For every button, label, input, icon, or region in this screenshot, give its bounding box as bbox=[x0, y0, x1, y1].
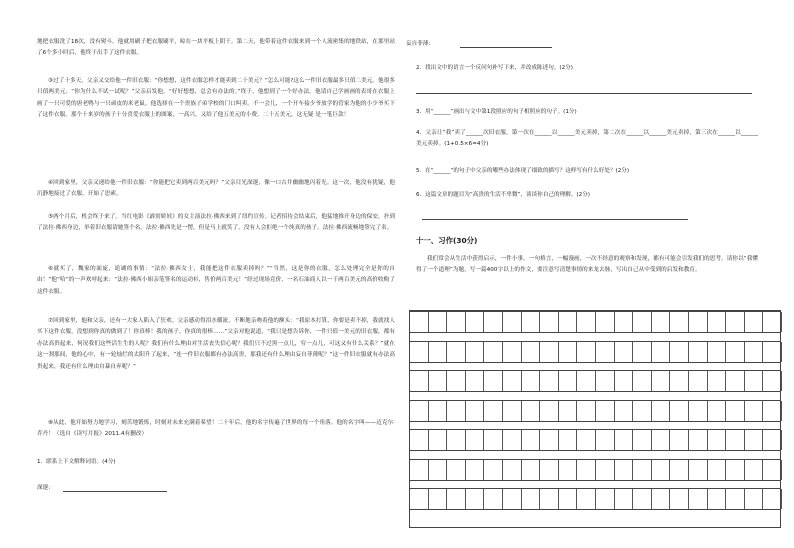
grid-cell[interactable] bbox=[466, 460, 485, 480]
grid-cell[interactable] bbox=[726, 312, 745, 332]
grid-cell[interactable] bbox=[652, 460, 671, 480]
answer-line-q2[interactable] bbox=[416, 93, 752, 94]
grid-cell[interactable] bbox=[633, 371, 652, 391]
grid-cell[interactable] bbox=[652, 312, 671, 332]
grid-cell[interactable] bbox=[540, 401, 559, 421]
grid-cell[interactable] bbox=[708, 460, 727, 480]
grid-cell[interactable] bbox=[708, 489, 727, 509]
grid-cell[interactable] bbox=[615, 312, 634, 332]
question-2: 2．找出文中的语言一个反问句补写下来，并改成陈述句。(2分) bbox=[416, 65, 573, 71]
grid-cell[interactable] bbox=[670, 430, 689, 450]
grid-cell[interactable] bbox=[726, 371, 745, 391]
grid-cell[interactable] bbox=[410, 312, 429, 332]
grid-cell[interactable] bbox=[522, 489, 541, 509]
grid-cell[interactable] bbox=[410, 489, 429, 509]
grid-cell[interactable] bbox=[633, 430, 652, 450]
passage-paragraph-2: ③过了十多天，父亲又交给他一件旧衣服：“你想想，这件衣服怎样才能卖到二十美元？”怎么可能?这么一件旧衣服最多只值二美元。他很多只值两美元。“你为什么不试一试呢？”父亲启发他。“好好想想，总会有办法的。”终于，他想到了一个好办法。他请自己学画画的表哥在衣服上画了一只可爱的唐老鸭与一只顽皮的米老鼠。他选择在一个贵族子弟学校的门口叫卖。不一会儿，一个开车接少爷放学的管家为他的小少爷买下了这件衣服。那个十来岁的孩子十分喜爱衣服上的图案，一高兴，又给了他五美元的小费。二十五美元，这无疑 是一笔巨款！ bbox=[37, 78, 395, 119]
passage-paragraph-7: ⑧从此，他开始努力地学习，刻苦地锻炼，时刻对未来充满着希望！二十年后，他的名字传遍了世界的每一个角落。他的名字叫——迈克尔·乔丹！（选自《读写月报》2011.4有删改） bbox=[37, 420, 395, 438]
grid-cell[interactable] bbox=[745, 460, 764, 480]
grid-cell[interactable] bbox=[763, 371, 782, 391]
question-6: 6．这篇文章的题目为“高贵的生活不卑微”，谈谈你自己的理解。(2分) bbox=[416, 192, 590, 198]
grid-cell[interactable] bbox=[466, 489, 485, 509]
grid-cell[interactable] bbox=[652, 371, 671, 391]
grid-row bbox=[410, 488, 780, 510]
grid-row bbox=[410, 400, 780, 422]
grid-cell[interactable] bbox=[522, 312, 541, 332]
grid-cell[interactable] bbox=[745, 430, 764, 450]
grid-cell[interactable] bbox=[429, 489, 448, 509]
grid-cell[interactable] bbox=[596, 371, 615, 391]
grid-cell[interactable] bbox=[745, 489, 764, 509]
grid-cell[interactable] bbox=[540, 489, 559, 509]
grid-cell[interactable] bbox=[652, 401, 671, 421]
grid-cell[interactable] bbox=[540, 371, 559, 391]
grid-cell[interactable] bbox=[726, 342, 745, 362]
grid-cell[interactable] bbox=[615, 460, 634, 480]
grid-cell[interactable] bbox=[615, 430, 634, 450]
grid-cell[interactable] bbox=[689, 401, 708, 421]
grid-cell[interactable] bbox=[484, 430, 503, 450]
grid-cell[interactable] bbox=[447, 371, 466, 391]
grid-cell[interactable] bbox=[615, 342, 634, 362]
grid-cell[interactable] bbox=[503, 401, 522, 421]
grid-cell[interactable] bbox=[559, 312, 578, 332]
grid-cell[interactable] bbox=[410, 342, 429, 362]
grid-cell[interactable] bbox=[522, 401, 541, 421]
grid-cell[interactable] bbox=[447, 401, 466, 421]
grid-cell[interactable] bbox=[670, 401, 689, 421]
grid-cell[interactable] bbox=[596, 342, 615, 362]
answer-line-term-2[interactable] bbox=[460, 47, 552, 48]
passage-paragraph-4: ⑤两个月后，机会终于来了。当红电影《霹雳娇娃》的女主演法拉·佛西来到了纽约宣传。记者招待会结束后，他猛地推开身边的保安，扑到了法拉·佛西身边，举着旧衣服请她签个名。法拉·佛西先是一愣，但是马上就笑了。没有人会拒绝一个纯真的孩子。法拉·佛西流畅地签完了名。 bbox=[37, 214, 395, 232]
grid-cell[interactable] bbox=[615, 371, 634, 391]
grid-cell[interactable] bbox=[484, 401, 503, 421]
passage-paragraph-3: ④回到家里，父亲又递给他一件旧衣服：“你能把它卖到两百美元吗？”父亲目光深邃，像一口古井幽幽地闪着光。这一次，他没有犹疑，他沉静地接过了衣服，开始了思索。 bbox=[37, 180, 395, 198]
grid-cell[interactable] bbox=[577, 489, 596, 509]
grid-cell[interactable] bbox=[577, 371, 596, 391]
grid-cell[interactable] bbox=[633, 342, 652, 362]
grid-cell[interactable] bbox=[503, 489, 522, 509]
grid-cell[interactable] bbox=[540, 460, 559, 480]
passage-paragraph-6: ⑦回到家里，他和父亲，还有一大家人陷入了狂欢。父亲感动得泪水横流，不断地亲吻着他的额头：“我原本打算，你要是卖不掉，我就找人买下这件衣服，没想到你真的做到了！你真棒！我的孩子，你真的很棒……”父亲对他说道，“我只是想告诉你，一件只值一美元的旧衣服，都有办法高贵起来，何况我们这些活生生的人呢？我们有什么理由对生活丧失信心呢？我们只不过黑一点儿，穷一点儿，可这又有什么关系？”就在这一刹那间，他的心中，有一轮灿烂的太阳升了起来，“连一件旧衣服都有办法高贵，那我还有什么理由妄自菲薄呢？”这一件旧衣服就有办法高贵起来，我还有什么理由自暴自弃呢？” bbox=[37, 318, 395, 370]
grid-cell[interactable] bbox=[689, 371, 708, 391]
grid-cell[interactable] bbox=[540, 342, 559, 362]
grid-cell[interactable] bbox=[708, 371, 727, 391]
grid-cell[interactable] bbox=[559, 401, 578, 421]
grid-cell[interactable] bbox=[708, 430, 727, 450]
grid-cell[interactable] bbox=[577, 460, 596, 480]
question-1-label: 深邃： bbox=[37, 485, 54, 491]
grid-cell[interactable] bbox=[429, 430, 448, 450]
grid-cell[interactable] bbox=[726, 489, 745, 509]
grid-cell[interactable] bbox=[745, 342, 764, 362]
grid-cell[interactable] bbox=[429, 401, 448, 421]
grid-cell[interactable] bbox=[596, 401, 615, 421]
grid-cell[interactable] bbox=[615, 489, 634, 509]
grid-cell[interactable] bbox=[559, 342, 578, 362]
grid-cell[interactable] bbox=[503, 342, 522, 362]
grid-cell[interactable] bbox=[763, 460, 782, 480]
grid-cell[interactable] bbox=[410, 371, 429, 391]
grid-cell[interactable] bbox=[708, 401, 727, 421]
grid-cell[interactable] bbox=[726, 430, 745, 450]
section-title-writing: 十一、习作(30分) bbox=[416, 236, 478, 245]
grid-row bbox=[410, 429, 780, 451]
grid-cell[interactable] bbox=[559, 371, 578, 391]
grid-cell[interactable] bbox=[670, 371, 689, 391]
writing-grid[interactable] bbox=[409, 310, 781, 528]
grid-cell[interactable] bbox=[466, 430, 485, 450]
grid-cell[interactable] bbox=[447, 342, 466, 362]
grid-cell[interactable] bbox=[763, 312, 782, 332]
grid-cell[interactable] bbox=[708, 342, 727, 362]
grid-cell[interactable] bbox=[745, 401, 764, 421]
grid-row bbox=[410, 370, 780, 392]
question-4: 4．父亲让“我”卖了______次旧衣服，第一次在______以______美元卖掉，第二次在______以______美元卖掉，第三次在______以______美元卖掉。(1+0.5×6=4分) bbox=[416, 130, 758, 148]
grid-cell[interactable] bbox=[466, 401, 485, 421]
grid-cell[interactable] bbox=[670, 342, 689, 362]
question-1-term-2: 妄自菲薄： bbox=[406, 41, 434, 47]
passage-paragraph-1: 地把衣服洗了18次，没有熨斗，他就用刷子把衣服刷平，晾在一块平板上阴干。第二天，他带着这件衣服来到一个人流密集的地铁站，在那里站了6个多小时后，他终于出手了这件衣服。 bbox=[37, 39, 395, 57]
grid-cell[interactable] bbox=[708, 312, 727, 332]
grid-cell[interactable] bbox=[540, 312, 559, 332]
grid-cell[interactable] bbox=[429, 342, 448, 362]
grid-cell[interactable] bbox=[503, 312, 522, 332]
grid-cell[interactable] bbox=[484, 489, 503, 509]
grid-cell[interactable] bbox=[559, 460, 578, 480]
grid-cell[interactable] bbox=[726, 460, 745, 480]
grid-cell[interactable] bbox=[596, 460, 615, 480]
grid-cell[interactable] bbox=[429, 460, 448, 480]
grid-cell[interactable] bbox=[577, 430, 596, 450]
grid-cell[interactable] bbox=[484, 312, 503, 332]
grid-cell[interactable] bbox=[670, 312, 689, 332]
grid-cell[interactable] bbox=[763, 489, 782, 509]
grid-cell[interactable] bbox=[745, 371, 764, 391]
grid-cell[interactable] bbox=[447, 489, 466, 509]
grid-cell[interactable] bbox=[410, 401, 429, 421]
grid-cell[interactable] bbox=[689, 342, 708, 362]
answer-line-q6[interactable] bbox=[422, 219, 688, 220]
grid-cell[interactable] bbox=[670, 489, 689, 509]
grid-cell[interactable] bbox=[652, 342, 671, 362]
grid-cell[interactable] bbox=[410, 460, 429, 480]
grid-cell[interactable] bbox=[633, 401, 652, 421]
grid-cell[interactable] bbox=[522, 371, 541, 391]
grid-cell[interactable] bbox=[633, 489, 652, 509]
grid-cell[interactable] bbox=[522, 460, 541, 480]
grid-cell[interactable] bbox=[466, 312, 485, 332]
grid-cell[interactable] bbox=[484, 460, 503, 480]
grid-cell[interactable] bbox=[577, 312, 596, 332]
grid-row bbox=[410, 311, 780, 333]
grid-cell[interactable] bbox=[745, 312, 764, 332]
grid-cell[interactable] bbox=[447, 430, 466, 450]
grid-cell[interactable] bbox=[763, 430, 782, 450]
question-3: 3．用“______”画出与文中第1段照应的句子相照应的句子。(1分) bbox=[416, 109, 577, 115]
grid-row bbox=[410, 341, 780, 363]
grid-cell[interactable] bbox=[689, 430, 708, 450]
grid-cell[interactable] bbox=[689, 460, 708, 480]
grid-cell[interactable] bbox=[484, 342, 503, 362]
question-1: 1．联系上下文解释词语。(4分) bbox=[37, 459, 116, 465]
grid-row bbox=[410, 459, 780, 481]
grid-cell[interactable] bbox=[559, 489, 578, 509]
grid-cell[interactable] bbox=[559, 430, 578, 450]
grid-cell[interactable] bbox=[410, 430, 429, 450]
question-5: 5．在“______”的句子中父亲的哪些办法体现了细致的描写？这样写有什么好处？(2分) bbox=[416, 168, 630, 174]
grid-cell[interactable] bbox=[615, 401, 634, 421]
grid-cell[interactable] bbox=[689, 489, 708, 509]
essay-prompt: 我们常会从生活中获得启示，一件小事，一句格言，一幅漫画，一次不经意的观察和发现，都有可能会引发我们的思考。请你以“我懂得了一个道理”为题，写一篇400字以上的作文，要注意写清楚事情的来龙去脉，写出自己从中受到的启发和教育。 bbox=[416, 256, 758, 274]
grid-cell[interactable] bbox=[447, 312, 466, 332]
grid-cell[interactable] bbox=[522, 342, 541, 362]
grid-cell[interactable] bbox=[596, 312, 615, 332]
answer-line-q1[interactable] bbox=[63, 491, 167, 492]
grid-cell[interactable] bbox=[689, 312, 708, 332]
grid-cell[interactable] bbox=[503, 460, 522, 480]
grid-cell[interactable] bbox=[429, 312, 448, 332]
grid-cell[interactable] bbox=[466, 371, 485, 391]
grid-cell[interactable] bbox=[596, 430, 615, 450]
grid-cell[interactable] bbox=[652, 430, 671, 450]
grid-cell[interactable] bbox=[726, 401, 745, 421]
grid-cell[interactable] bbox=[577, 401, 596, 421]
grid-cell[interactable] bbox=[633, 460, 652, 480]
grid-cell[interactable] bbox=[484, 371, 503, 391]
grid-cell[interactable] bbox=[670, 460, 689, 480]
grid-cell[interactable] bbox=[763, 342, 782, 362]
grid-cell[interactable] bbox=[596, 489, 615, 509]
grid-cell[interactable] bbox=[466, 342, 485, 362]
grid-cell[interactable] bbox=[540, 430, 559, 450]
grid-cell[interactable] bbox=[429, 371, 448, 391]
grid-cell[interactable] bbox=[447, 460, 466, 480]
passage-paragraph-5: ⑥就买了，魏家的面庞，诡谲的事情：“法拉·佛西女士，我能把这件衣服卖掉吗？”“当然，这是你的衣服，怎么处理完全是你的自由！”他“哈”的一声欢呼起来：“法拉·佛西小姐亲笔签名的运动衫，售价两百美元！”经过现场竞价，一名石油商人以一千两百美元的高价收购了这件衣服。 bbox=[37, 266, 395, 295]
grid-cell[interactable] bbox=[652, 489, 671, 509]
grid-cell[interactable] bbox=[633, 312, 652, 332]
grid-cell[interactable] bbox=[503, 371, 522, 391]
grid-cell[interactable] bbox=[763, 401, 782, 421]
grid-cell[interactable] bbox=[522, 430, 541, 450]
grid-cell[interactable] bbox=[577, 342, 596, 362]
grid-cell[interactable] bbox=[503, 430, 522, 450]
